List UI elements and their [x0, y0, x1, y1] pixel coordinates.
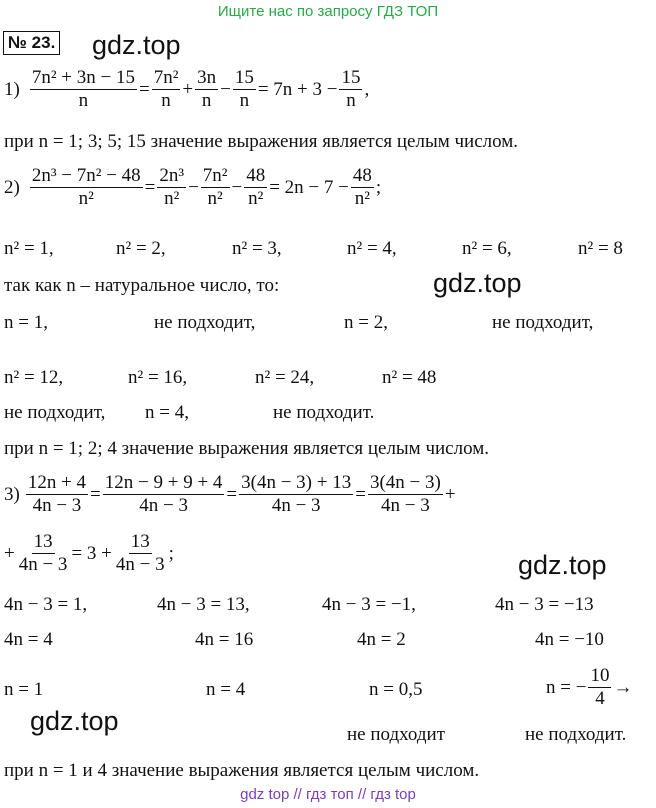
part2-verdict-3: не подходит, — [4, 402, 106, 423]
part2-square-case-5: n² = 6, — [462, 238, 512, 259]
part3-root-4: n = − $\frac{10}{4}$ → — [546, 665, 633, 709]
watermark-logo-2: gdz.top — [433, 268, 522, 298]
part1-fraction-2: $\frac{\text{7n²}}{n}$ — [153, 67, 179, 111]
part3-verdict-1: не подходит — [347, 724, 446, 745]
part2-fraction-2: $\frac{\text{2n³}}{\text{n²}}$ — [159, 165, 185, 209]
part3-fraction-2: $\frac{12n - 9 + 9 + 4}{4n - 3}$ — [104, 472, 223, 516]
part3-root-1: n = 1 — [4, 679, 44, 700]
arrow-icon: → — [613, 676, 633, 698]
part3-verdict-2: не подходит. — [525, 724, 627, 745]
part3-label: 3) — [4, 483, 20, 505]
part2-note: так как n – натуральное число, то: — [4, 275, 280, 296]
part2-verdict-2: не подходит, — [492, 312, 594, 333]
part2-square-case-8: n² = 16, — [128, 367, 188, 388]
part3-linear-1: 4n = 4 — [4, 629, 53, 650]
part1-equation: 1) $\frac{\text{7n² + 3n − 15}}{n}$ = $\frac{\text{7n²}}{n}$ + $\frac{3n}{n}$ − $\frac{15}{n}$ = 7n + 3 − $\frac{15}{n}$ , — [4, 67, 370, 111]
part2-verdict-4: не подходит. — [273, 402, 375, 423]
part3-linear-4: 4n = −10 — [535, 629, 604, 650]
part3-fraction-5: $\frac{13}{4n - 3}$ — [18, 531, 68, 575]
part2-equation: 2) $\frac{\text{2n³ − 7n² − 48}}{\text{n²}}$ = $\frac{\text{2n³}}{\text{n²}}$ − $\frac{\text{7n²}}{\text{n²}}$ − $\frac{48}{\text{n²}}$ = 2n − 7 − $\frac{48}{\text{n²}}$ ; — [4, 165, 382, 209]
part3-linear-2: 4n = 16 — [195, 629, 254, 650]
part3-equation: 3) $\frac{12n + 4}{4n - 3}$ = $\frac{12n - 9 + 9 + 4}{4n - 3}$ = $\frac{3(4n - 3) + 13}{4n - 3}$ = $\frac{3(4n - 3)}{4n - 3}$ + — [4, 472, 456, 516]
part3-root-2: n = 4 — [206, 679, 246, 700]
task-number-badge: № 23. — [3, 31, 60, 55]
part3-last-fraction: $\frac{10}{4}$ — [590, 665, 610, 709]
watermark-logo-3: gdz.top — [518, 550, 607, 580]
part2-fraction-5: $\frac{48}{\text{n²}}$ — [352, 165, 372, 209]
part3-fraction-4: $\frac{3(4n - 3)}{4n - 3}$ — [369, 472, 441, 516]
part3-linear-3: 4n = 2 — [357, 629, 406, 650]
watermark-logo-4: gdz.top — [30, 706, 119, 736]
part3-case-1: 4n − 3 = 1, — [4, 594, 88, 615]
part3-fraction-1: $\frac{12n + 4}{4n - 3}$ — [27, 472, 87, 516]
part3-case-3: 4n − 3 = −1, — [322, 594, 416, 615]
part2-root-2: n = 2, — [344, 312, 388, 333]
footer-links[interactable]: gdz top // гдз топ // гдз top — [240, 786, 416, 803]
part3-fraction-3: $\frac{3(4n - 3) + 13}{4n - 3}$ — [241, 472, 352, 516]
part2-conclusion: при n = 1; 2; 4 значение выражения является целым числом. — [4, 438, 490, 459]
part3-case-4: 4n − 3 = −13 — [495, 594, 594, 615]
part2-square-case-4: n² = 4, — [347, 238, 397, 259]
part2-verdict-1: не подходит, — [154, 312, 256, 333]
part2-fraction-1: $\frac{\text{2n³ − 7n² − 48}}{\text{n²}}$ — [31, 165, 141, 209]
part1-fraction-3: $\frac{3n}{n}$ — [197, 67, 217, 111]
part1-fraction-1: $\frac{\text{7n² + 3n − 15}}{n}$ — [31, 67, 135, 111]
part2-square-case-7: n² = 12, — [4, 367, 64, 388]
part2-square-case-2: n² = 2, — [116, 238, 166, 259]
part2-square-case-3: n² = 3, — [232, 238, 282, 259]
part3-root-3: n = 0,5 — [369, 679, 423, 700]
part1-conclusion: при n = 1; 3; 5; 15 значение выражения является целым числом. — [4, 131, 519, 152]
part2-square-case-1: n² = 1, — [4, 238, 54, 259]
part2-root-3: n = 4, — [145, 402, 189, 423]
top-banner[interactable]: Ищите нас по запросу ГДЗ ТОП — [217, 3, 439, 20]
part3-conclusion: при n = 1 и 4 значение выражения является целым числом. — [4, 760, 480, 781]
part2-fraction-3: $\frac{\text{7n²}}{\text{n²}}$ — [202, 165, 228, 209]
part2-fraction-4: $\frac{48}{\text{n²}}$ — [246, 165, 266, 209]
part2-square-case-10: n² = 48 — [382, 367, 437, 388]
watermark-logo: gdz.top — [92, 30, 181, 60]
part3-equation-cont: + $\frac{13}{4n - 3}$ = 3 + $\frac{13}{4n - 3}$ ; — [4, 531, 174, 575]
part3-fraction-6: $\frac{13}{4n - 3}$ — [115, 531, 165, 575]
part1-fraction-4: $\frac{15}{n}$ — [234, 67, 254, 111]
part2-square-case-6: n² = 8 — [578, 238, 623, 259]
part1-label: 1) — [4, 78, 20, 100]
part2-square-case-9: n² = 24, — [255, 367, 315, 388]
part1-fraction-5: $\frac{15}{n}$ — [341, 67, 361, 111]
part3-case-2: 4n − 3 = 13, — [157, 594, 250, 615]
part2-root-1: n = 1, — [4, 312, 48, 333]
part2-label: 2) — [4, 176, 20, 198]
